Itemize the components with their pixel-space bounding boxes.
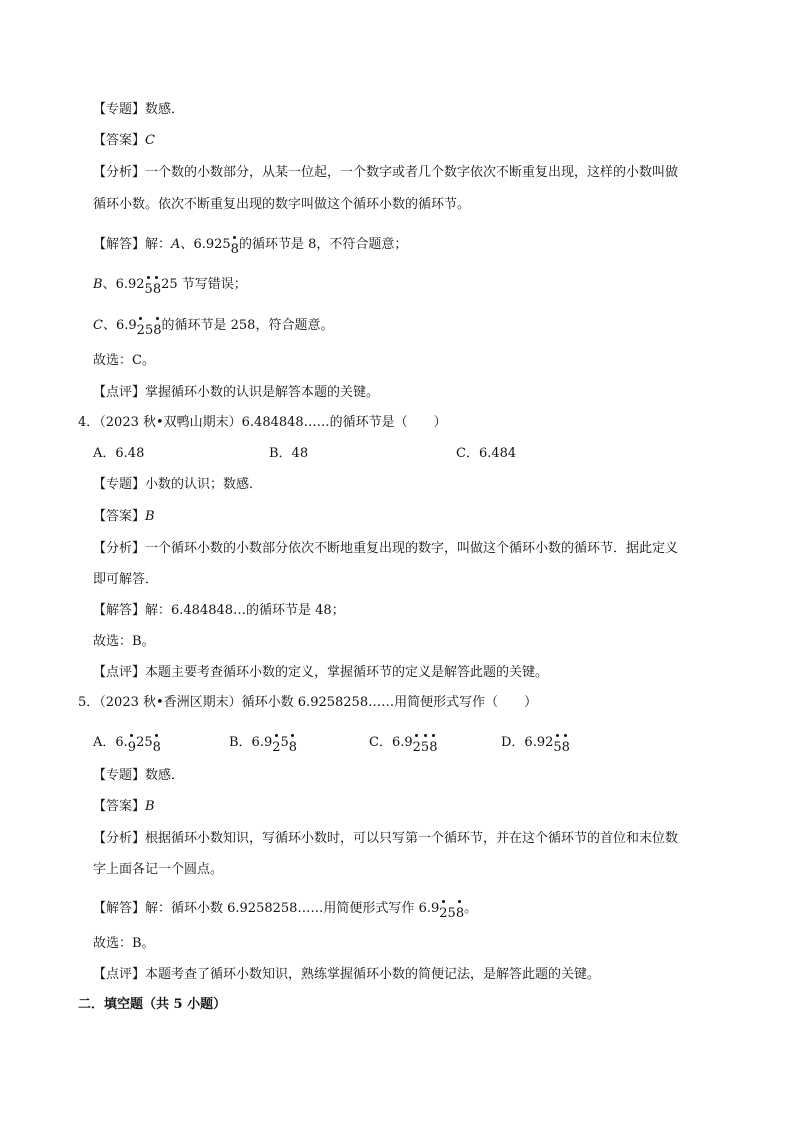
q3-solution-b <box>93 276 247 297</box>
q4-solution: 【解答】解：6.484848…的循环节是 48； <box>93 603 345 618</box>
q5-option-c <box>369 734 438 755</box>
repeating-digit: 2 <box>272 740 281 755</box>
option-letter: B <box>93 277 103 292</box>
q3-solution-c <box>93 317 334 338</box>
q4-option-c: C．6.484 <box>456 446 517 461</box>
q4-analysis-line-2: 即可解答． <box>93 572 159 587</box>
solution-text: 的循环节是 258，符合题意。 <box>161 318 334 333</box>
repeating-digit: 8 <box>152 282 162 297</box>
repeating-digit: 2 <box>412 740 421 755</box>
repeating-digit: 8 <box>455 906 465 921</box>
q4-analysis-line-1: 【分析】一个循环小数的小数部分依次不断地重复出现的数字，叫做这个循环小数的循环节．据此定义 <box>93 541 679 556</box>
q5-comment: 【点评】本题考查了循环小数知识，熟练掌握循环小数的简便记法，是解答此题的关键。 <box>93 967 601 982</box>
q4-comment: 【点评】本题主要考查循环小数的定义，掌握循环节的定义是解答此题的关键。 <box>93 665 549 680</box>
solution-text: 的循环节是 8，不符合题意； <box>238 237 408 252</box>
repeating-digit: 8 <box>153 323 162 338</box>
q3-solution-a <box>93 236 408 257</box>
repeating-digit: 8 <box>152 740 161 755</box>
solution-text: 【解答】解：循环小数 6.9258258……用简便形式写作 6.9 <box>93 901 440 916</box>
solution-prefix: 解： <box>145 237 172 252</box>
solution-end: 。 <box>464 901 478 916</box>
repeating-digit: 8 <box>429 740 438 755</box>
q5-analysis-line-1: 【分析】根据循环小数知识，写循环小数时，可以只写第一个循环节，并在这个循环节的首位和末位数 <box>93 831 679 846</box>
q4-topic: 【专题】小数的认识；数感． <box>93 477 263 492</box>
option-label: C．6.9 <box>369 735 413 750</box>
option-label: D．6.92 <box>501 735 554 750</box>
q4-answer <box>93 508 155 526</box>
digits: 25 <box>136 735 153 750</box>
answer-tag: 【答案】 <box>93 509 146 524</box>
repeating-digit: 5 <box>144 282 153 297</box>
q3-choose: 故选：C。 <box>93 353 155 368</box>
decimal-number: 6.92 <box>115 277 145 292</box>
decimal-number: 6.9 <box>115 318 137 333</box>
answer-value: B <box>145 799 155 814</box>
answer-value: B <box>145 509 155 524</box>
digit: 5 <box>447 906 456 921</box>
repeating-digit: 2 <box>136 323 145 338</box>
answer-tag: 【答案】 <box>93 133 146 148</box>
option-label: B．6.9 <box>229 735 273 750</box>
repeating-digit: 5 <box>553 740 562 755</box>
section-title: 二．填空题（共 5 小题） <box>78 997 227 1012</box>
repeating-digit: 8 <box>561 740 570 755</box>
digit: 5 <box>144 323 154 338</box>
q5-choose: 故选：B。 <box>93 936 155 951</box>
q5-option-a <box>93 734 161 755</box>
option-letter: C <box>93 318 103 333</box>
q4-choose: 故选：B。 <box>93 634 155 649</box>
repeating-digit: 8 <box>230 242 239 257</box>
answer-tag: 【答案】 <box>93 799 146 814</box>
q5-option-d <box>501 734 570 755</box>
digits: 5 <box>280 735 289 750</box>
separator: 、 <box>102 318 116 333</box>
q3-topic: 【专题】数感． <box>93 102 185 117</box>
q3-answer <box>93 132 155 150</box>
repeating-digit: 9 <box>127 740 137 755</box>
q5-stem: 5．（2023 秋•香洲区期末）循环小数 6.9258258……用简便形式写作（ ） <box>78 695 538 710</box>
q5-solution <box>93 900 478 921</box>
q3-analysis-line-2: 循环小数。依次不断重复出现的数字叫做这个循环小数的循环节。 <box>93 197 471 212</box>
q5-option-b <box>229 734 298 755</box>
q4-option-a: A．6.48 <box>93 446 145 461</box>
repeating-digit: 8 <box>288 740 298 755</box>
solution-text: 25 节写错误； <box>161 277 247 292</box>
q5-answer <box>93 798 155 816</box>
q5-topic: 【专题】数感． <box>93 768 185 783</box>
separator: 、 <box>180 237 194 252</box>
decimal-number: 6.925 <box>193 237 231 252</box>
q5-analysis-line-2: 字上面各记一个圆点。 <box>93 862 224 877</box>
q3-analysis-line-1: 【分析】一个数的小数部分，从某一位起，一个数字或者几个数字依次不断重复出现，这样的小数叫做 <box>93 165 679 180</box>
q4-option-b: B．48 <box>269 446 309 461</box>
answer-value: C <box>145 133 155 148</box>
repeating-digit: 2 <box>439 906 448 921</box>
option-letter: A <box>171 237 181 252</box>
q3-comment: 【点评】掌握循环小数的认识是解答本题的关键。 <box>93 385 380 400</box>
solution-tag: 【解答】 <box>93 237 146 252</box>
repeating-digit: 5 <box>420 740 430 755</box>
separator: 、 <box>102 277 116 292</box>
q4-stem: 4．（2023 秋•双鸭山期末）6.484848……的循环节是（ ） <box>78 415 447 430</box>
option-label: A．6. <box>93 735 128 750</box>
